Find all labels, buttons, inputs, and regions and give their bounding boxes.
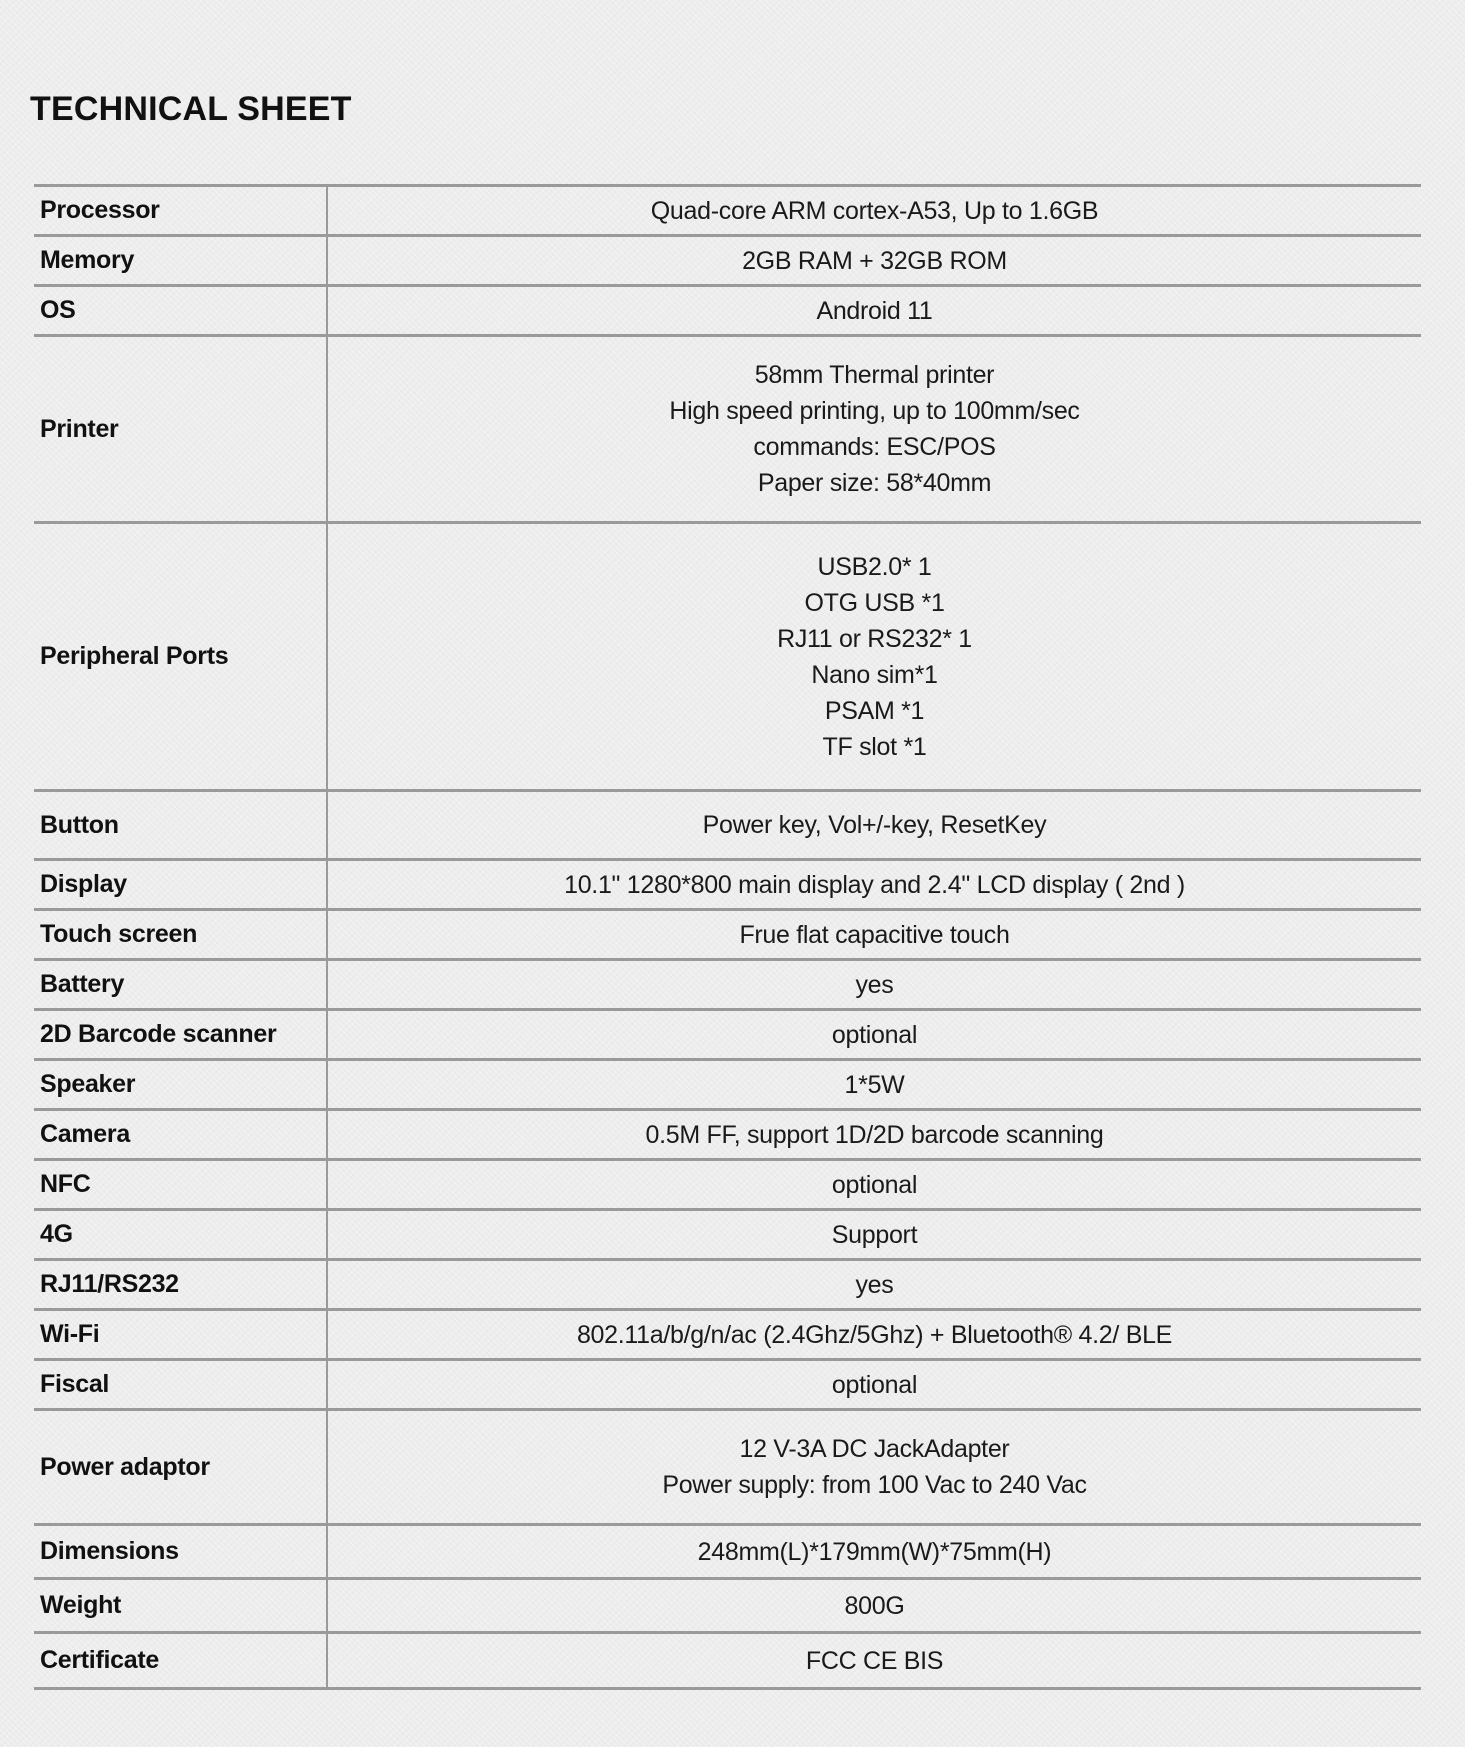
spec-value-line: RJ11 or RS232* 1 [777, 624, 972, 653]
spec-row [34, 336, 1421, 523]
spec-label: NFC [34, 1160, 327, 1210]
spec-row [34, 186, 1421, 236]
spec-value [327, 1310, 1421, 1360]
spec-value-line: 2GB RAM + 32GB ROM [742, 246, 1007, 275]
spec-value [327, 1525, 1421, 1579]
spec-row [34, 1360, 1421, 1410]
spec-value-line: 10.1" 1280*800 main display and 2.4" LCD display ( 2nd ) [564, 870, 1185, 899]
spec-value [327, 1633, 1421, 1689]
spec-value [327, 286, 1421, 336]
spec-label: Power adaptor [34, 1410, 327, 1525]
spec-value [327, 910, 1421, 960]
spec-value-line: High speed printing, up to 100mm/sec [669, 397, 1080, 425]
spec-label: Wi-Fi [34, 1310, 327, 1360]
spec-value-line: TF slot *1 [822, 732, 927, 761]
spec-row [34, 1160, 1421, 1210]
spec-value-line: yes [855, 970, 894, 999]
spec-row [34, 1310, 1421, 1360]
spec-value-line: yes [855, 1270, 894, 1299]
spec-value-line: PSAM *1 [824, 696, 925, 725]
spec-value [327, 1160, 1421, 1210]
spec-value [327, 1360, 1421, 1410]
spec-label: 4G [34, 1210, 327, 1260]
spec-label: Dimensions [34, 1525, 327, 1579]
spec-value [327, 1210, 1421, 1260]
spec-value [327, 1579, 1421, 1633]
sheet-title: TECHNICAL SHEET [30, 90, 352, 128]
spec-row [34, 1260, 1421, 1310]
spec-value [327, 336, 1421, 523]
spec-value [327, 186, 1421, 236]
spec-value [327, 860, 1421, 910]
spec-row [34, 1010, 1421, 1060]
spec-label: Fiscal [34, 1360, 327, 1410]
spec-value [327, 1410, 1421, 1525]
spec-label: 2D Barcode scanner [34, 1010, 327, 1060]
spec-row [34, 236, 1421, 286]
spec-label: Battery [34, 960, 327, 1010]
spec-label: Touch screen [34, 910, 327, 960]
spec-label: OS [34, 286, 327, 336]
spec-row [34, 286, 1421, 336]
spec-value [327, 1010, 1421, 1060]
spec-value-line: 802.11a/b/g/n/ac (2.4Ghz/5Ghz) + Bluetooth® 4.2/ BLE [576, 1320, 1173, 1349]
spec-label: Memory [34, 236, 327, 286]
spec-label: Display [34, 860, 327, 910]
spec-value [327, 791, 1421, 860]
spec-label: Processor [34, 186, 327, 236]
spec-value [327, 236, 1421, 286]
spec-label: Peripheral Ports [34, 523, 327, 791]
spec-label: Speaker [34, 1060, 327, 1110]
spec-value-line: Frue flat capacitive touch [739, 920, 1010, 949]
spec-value-line: 800G [844, 1591, 905, 1620]
spec-row [34, 1525, 1421, 1579]
spec-value-line: Quad-core ARM cortex-A53, Up to 1.6GB [650, 196, 1099, 225]
spec-value-line: Android 11 [816, 296, 933, 325]
spec-value-line: optional [831, 1020, 918, 1049]
spec-value [327, 960, 1421, 1010]
spec-row [34, 1579, 1421, 1633]
spec-value-line: 12 V-3A DC JackAdapter [739, 1435, 1010, 1463]
spec-value [327, 1060, 1421, 1110]
spec-value-line: optional [831, 1170, 918, 1199]
spec-row [34, 910, 1421, 960]
spec-value [327, 1110, 1421, 1160]
spec-value-line: Power supply: from 100 Vac to 240 Vac [662, 1471, 1087, 1499]
spec-table [34, 184, 1421, 1690]
spec-value-line: Support [831, 1220, 918, 1249]
spec-label: Printer [34, 336, 327, 523]
spec-label: Camera [34, 1110, 327, 1160]
spec-row [34, 1410, 1421, 1525]
spec-label: RJ11/RS232 [34, 1260, 327, 1310]
spec-label: Certificate [34, 1633, 327, 1689]
spec-value-line: OTG USB *1 [804, 588, 945, 617]
spec-value-line: Paper size: 58*40mm [757, 469, 992, 497]
spec-label: Weight [34, 1579, 327, 1633]
spec-row [34, 523, 1421, 791]
spec-row [34, 960, 1421, 1010]
spec-value-line: Nano sim*1 [811, 660, 938, 689]
spec-row [34, 791, 1421, 860]
spec-row [34, 1633, 1421, 1689]
spec-value-line: commands: ESC/POS [753, 433, 996, 461]
spec-value-line: 248mm(L)*179mm(W)*75mm(H) [697, 1537, 1052, 1566]
spec-value-line: 58mm Thermal printer [754, 361, 995, 389]
spec-row [34, 1060, 1421, 1110]
spec-label: Button [34, 791, 327, 860]
spec-value-line: 0.5M FF, support 1D/2D barcode scanning [645, 1120, 1104, 1149]
spec-row [34, 1210, 1421, 1260]
spec-value-line: FCC CE BIS [805, 1646, 944, 1675]
spec-row [34, 1110, 1421, 1160]
spec-row [34, 860, 1421, 910]
spec-value [327, 523, 1421, 791]
spec-value-line: 1*5W [844, 1070, 905, 1099]
spec-value [327, 1260, 1421, 1310]
spec-table-body [34, 186, 1421, 1689]
spec-value-line: Power key, Vol+/-key, ResetKey [702, 811, 1047, 839]
spec-value-line: USB2.0* 1 [817, 552, 932, 581]
spec-value-line: optional [831, 1370, 918, 1399]
